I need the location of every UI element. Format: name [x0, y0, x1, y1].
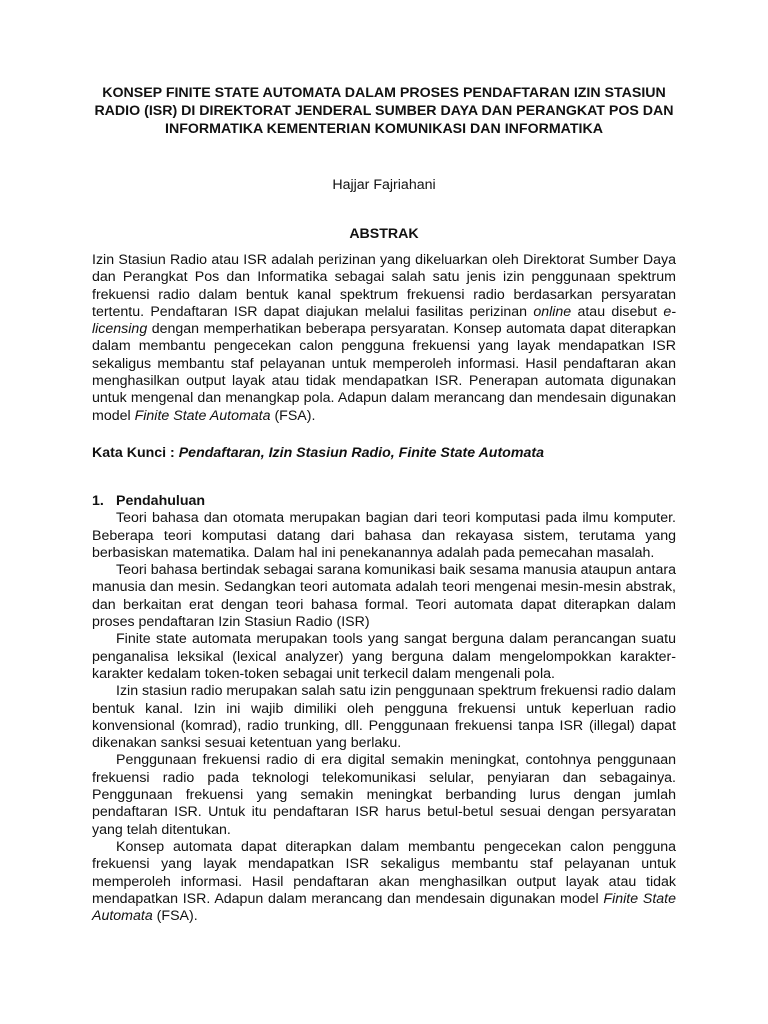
keywords-line [92, 444, 676, 462]
keywords-values: Pendaftaran, Izin Stasiun Radio, Finite State Automata [178, 444, 544, 461]
abstract-text-4: (FSA). [270, 407, 316, 424]
abstract-italic-elicensing: e-licensing [92, 303, 676, 338]
abstract-text-1: Izin Stasiun Radio atau ISR adalah perizinan yang dikeluarkan oleh Direktorat Sumber Daya dan Perangkat Pos dan Informatika sebagai salah satu jenis izin penggunaan spektrum frekuensi radio dalam bentuk kanal spektrum frekuensi radio berdasarkan persyaratan tertentu. Pendaftaran ISR dapat diajukan melalui fasilitas perizinan [92, 252, 676, 320]
section-heading [92, 493, 676, 510]
paragraph: Teori bahasa bertindak sebagai sarana komunikasi baik sesama manusia ataupun antara manusia dan mesin. Sedangkan teori automata adalah teori mengenai mesin-mesin abstrak, dan berkaitan erat dengan teori bahasa formal. Teori automata dapat diterapkan dalam proses pendaftaran Izin Stasiun Radio (ISR) [92, 562, 676, 631]
paragraph: Izin stasiun radio merupakan salah satu izin penggunaan spektrum frekuensi radio dalam bentuk kanal. Izin ini wajib dimiliki oleh pengguna frekuensi untuk keperluan radio konvensional (komrad), radio trunking, dll. Penggunaan frekuensi tanpa ISR (illegal) dapat dikenakan sanksi sesuai ketentuan yang berlaku. [92, 683, 676, 752]
keywords-label: Kata Kunci : [92, 444, 179, 461]
abstract-italic-fsa: Finite State Automata [134, 407, 271, 424]
paragraph: Finite state automata merupakan tools yang sangat berguna dalam perancangan suatu penganalisa leksikal (lexical analyzer) yang berguna dalam mengelompokkan karakter-karakter kedalam token-token sebagai unit terkecil dalam mengenali pola. [92, 631, 676, 682]
paragraph-italic-fsa: Finite State Automata [92, 890, 676, 925]
abstract-body [92, 252, 676, 425]
paragraph-text: Konsep automata dapat diterapkan dalam membantu pengecekan calon pengguna frekuensi yang layak mendapatkan ISR sekaligus membantu staf pelayanan untuk memperoleh informasi. Hasil pendaftaran akan menghasilkan output layak atau tidak mendapatkan ISR. Adapun dalam merancang dan mendesain digunakan model [92, 838, 676, 907]
abstract-italic-online: online [533, 303, 572, 320]
author-name: Hajjar Fajriahani [332, 177, 436, 193]
abstract-text-3: dengan memperhatikan beberapa persyaratan. Konsep automata dapat diterapkan dalam membantu pengecekan calon pengguna frekuensi yang layak mendapatkan ISR sekaligus membantu staf pelayanan untuk memperoleh informasi. Hasil pendaftaran akan menghasilkan output layak atau tidak mendapatkan ISR. Penerapan automata digunakan untuk mengenal dan menangkap pola. Adapun dalam merancang dan mendesain digunakan model [92, 321, 676, 424]
paragraph: Penggunaan frekuensi radio di era digital semakin meningkat, contohnya penggunaan frekuensi radio pada teknologi telekomunikasi selular, penyiaran dan sebagainya. Penggunaan frekuensi yang semakin meningkat berbanding lurus dengan jumlah pendaftaran ISR. Untuk itu pendaftaran ISR harus betul-betul sesuai dengan persyaratan yang telah ditentukan. [92, 752, 676, 838]
section-number: 1. [92, 492, 104, 509]
paragraph: Teori bahasa dan otomata merupakan bagian dari teori komputasi pada ilmu komputer. Beberapa teori komputasi datang dari bahasa dan rekayasa sistem, terutama yang berbasiskan matematika. Dalam hal ini penekanannya adalah pada pemecahan masalah. [92, 510, 676, 561]
abstract-heading: ABSTRAK [349, 226, 419, 242]
paper-page [92, 84, 676, 925]
paragraph [92, 839, 676, 925]
section-title: Pendahuluan [116, 492, 206, 509]
abstract-text-2: atau disebut [571, 303, 664, 320]
paragraph-text-end: (FSA). [152, 908, 198, 925]
paper-title: KONSEP FINITE STATE AUTOMATA DALAM PROSES PENDAFTARAN IZIN STASIUN RADIO (ISR) DI DIREKTORAT JENDERAL SUMBER DAYA DAN PERANGKAT POS DAN INFORMATIKA KEMENTERIAN KOMUNIKASI DAN INFORMATIKA [94, 85, 674, 137]
